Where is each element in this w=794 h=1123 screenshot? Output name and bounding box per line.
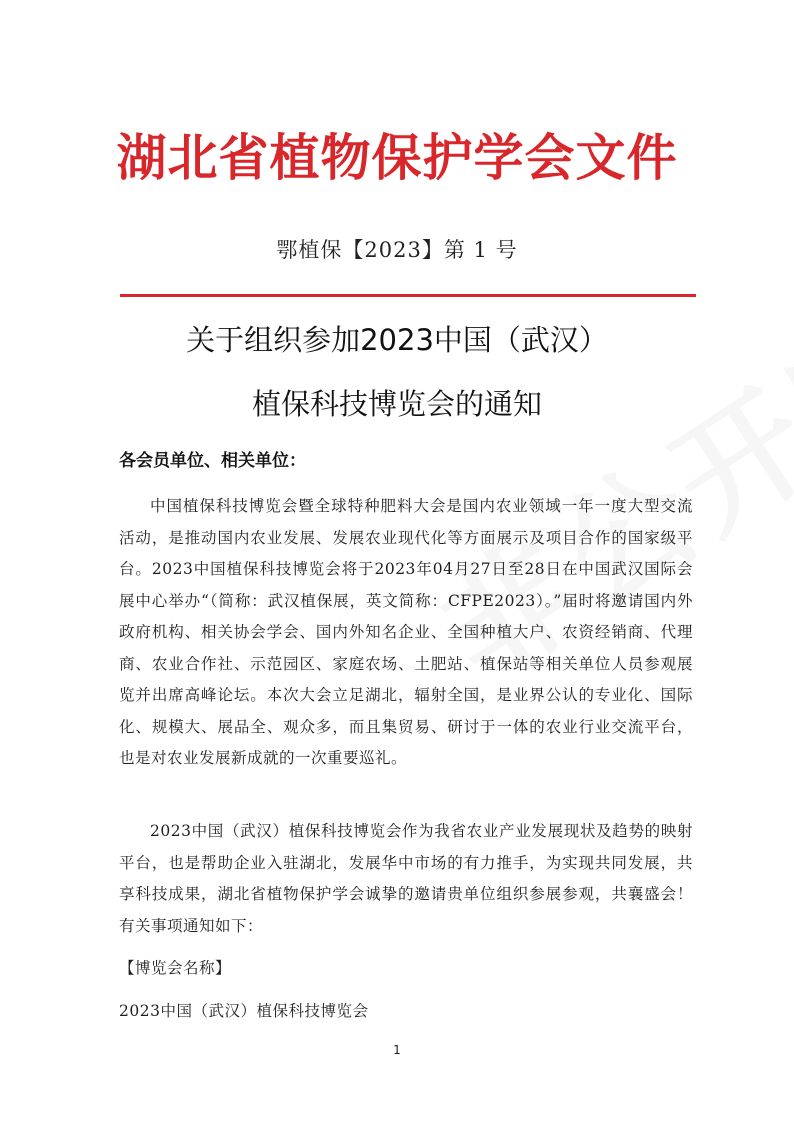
section-body-expo-name: 2023中国（武汉）植保科技博览会 — [119, 1002, 369, 1020]
document-number: 鄂植保【2023】第 1 号 — [276, 238, 518, 262]
salutation: 各会员单位、相关单位： — [119, 451, 306, 471]
section-heading-expo-name: 【博览会名称】 — [119, 959, 232, 977]
issuer-header-title: 湖北省植物保护学会文件 — [116, 129, 678, 187]
body-paragraph-1: 中国植保科技博览会暨全球特种肥料大会是国内农业领域一年一度大型交流活动，是推动国内农业发展、发展农业现代化等方面展示及项目合作的国家级平台。2023中国植保科技博览会将于2023年04月27日至28日在中国武汉国际会展中心举办“（简称：武汉植保展，英文简称：CFPE2023）。”届时将邀请国内外政府机构、相关协会学会、国内外知名企业、全国种植大户、农资经销商、代理商、农业合作社、示范园区、家庭农场、土肥站、植保站等相关单位人员参观展览并出席高峰论坛。本次大会立足湖北，辐射全国，是业界公认的专业化、国际化、规模大、展品全、观众多，而且集贸易、研讨于一体的农业行业交流平台，也是对农业发展新成就的一次重要巡礼。 — [119, 497, 693, 767]
body-paragraph-2: 2023中国（武汉）植保科技博览会作为我省农业产业发展现状及趋势的映射平台，也是帮助企业入驻湖北，发展华中市场的有力推手，为实现共同发展，共享科技成果，湖北省植物保护学会诚挚的邀请贵单位组织参展参观，共襄盛会！有关事项通知如下： — [119, 822, 693, 935]
page-number: 1 — [393, 1043, 401, 1057]
notice-title-line1: 关于组织参加2023中国（武汉） — [186, 323, 608, 357]
notice-title-line2: 植保科技博览会的通知 — [251, 387, 542, 421]
red-divider-line — [120, 294, 696, 297]
